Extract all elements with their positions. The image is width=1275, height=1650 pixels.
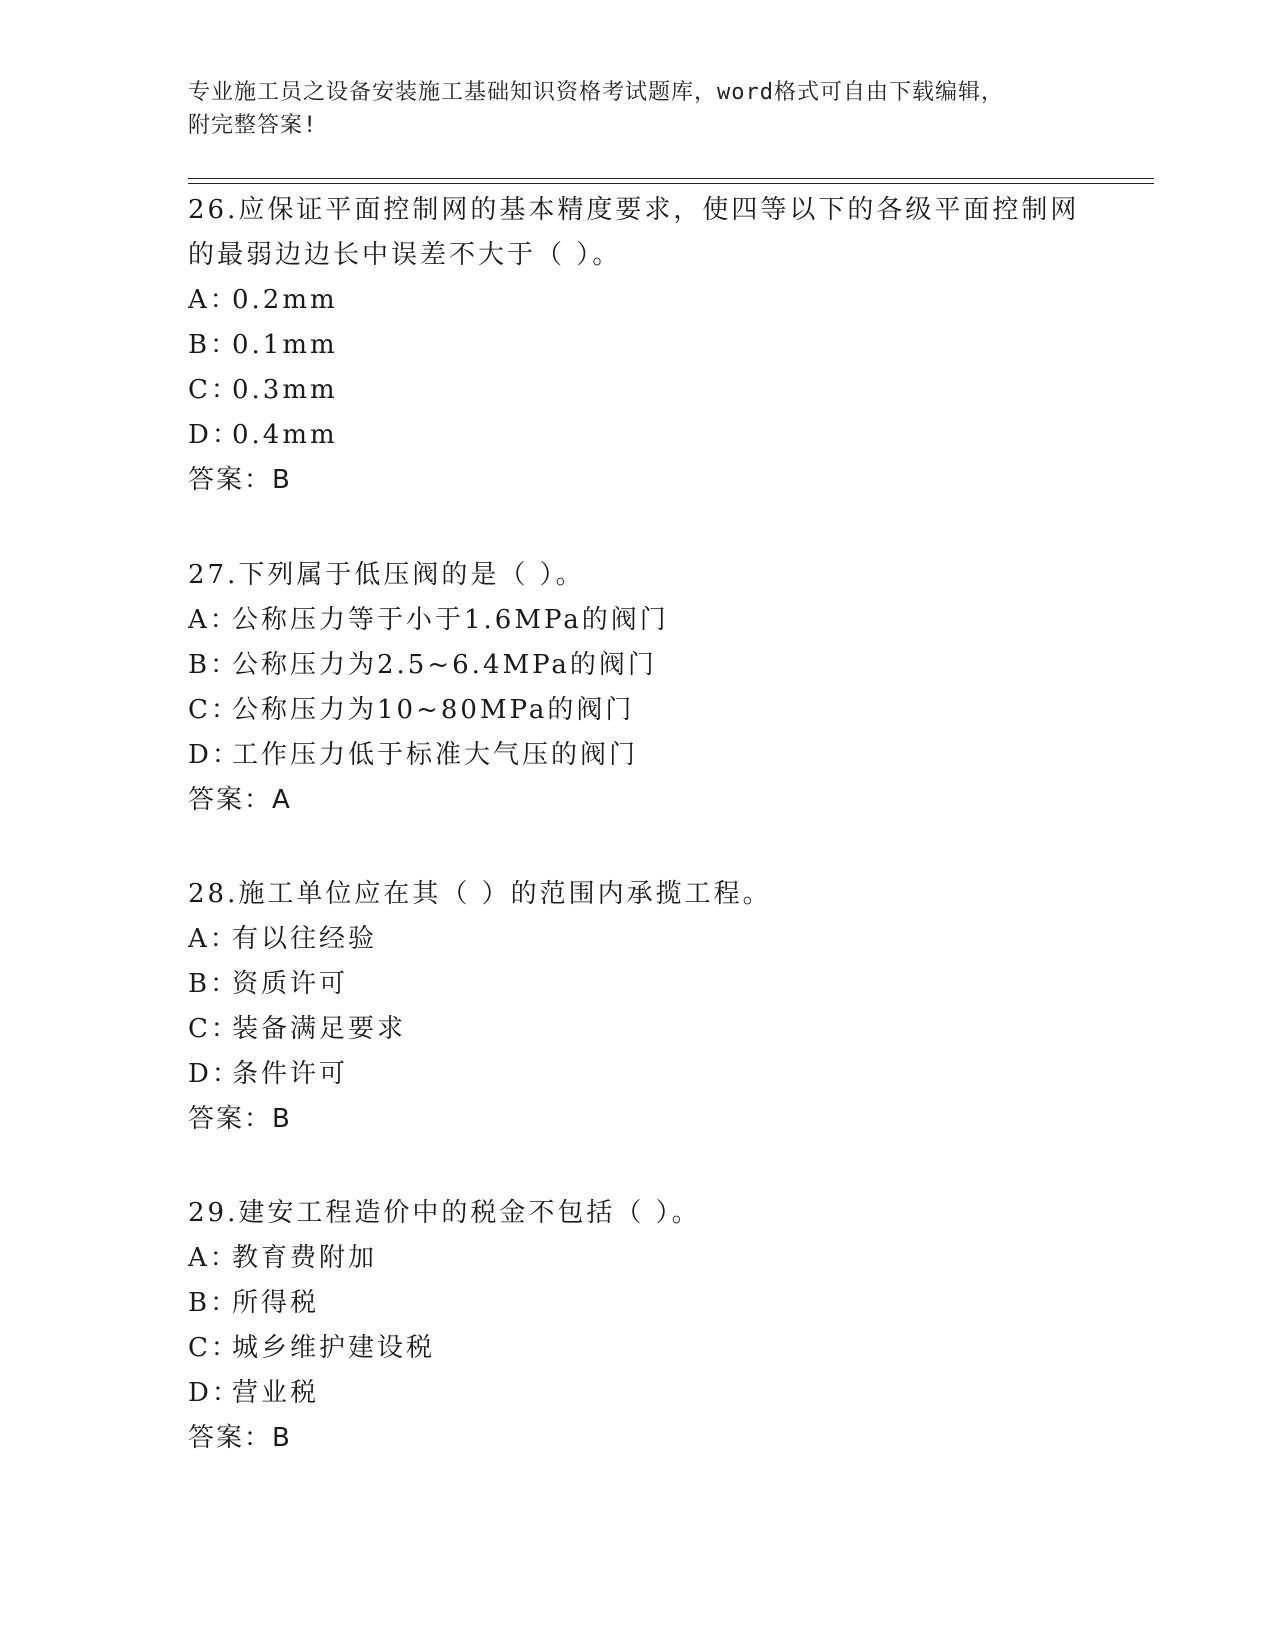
option-d: [188, 413, 1088, 458]
option-text: 所得税: [232, 1288, 320, 1318]
option-text: 装备满足要求: [232, 1014, 407, 1044]
option-c: [188, 1326, 1088, 1371]
option-key: D：: [188, 1378, 241, 1408]
option-b: [188, 643, 1088, 688]
option-text: 0.2mm: [232, 285, 338, 315]
question-29: [188, 1191, 1088, 1461]
option-key: D：: [188, 1059, 241, 1089]
option-text: 0.1mm: [232, 330, 338, 360]
answer-line: 答案：B: [188, 465, 292, 495]
option-key: B：: [188, 1288, 240, 1318]
question-stem: 27.下列属于低压阀的是（ ）。: [188, 560, 585, 590]
option-key: C：: [188, 695, 240, 725]
option-text: 教育费附加: [232, 1243, 378, 1273]
option-key: D：: [188, 740, 241, 770]
option-text: 公称压力等于小于1.6MPa的阀门: [232, 605, 669, 635]
option-key: C：: [188, 1333, 240, 1363]
option-text: 工作压力低于标准大气压的阀门: [232, 740, 639, 770]
option-key: D：: [188, 420, 241, 450]
option-a: [188, 278, 1088, 323]
document-header: [188, 76, 1088, 142]
option-text: 条件许可: [232, 1059, 349, 1089]
option-text: 有以往经验: [232, 924, 378, 954]
header-line-1: 专业施工员之设备安装施工基础知识资格考试题库，word格式可自由下载编辑，: [188, 80, 1004, 105]
option-text: 资质许可: [232, 969, 349, 999]
answer-line: 答案：B: [188, 1423, 292, 1453]
answer-line: 答案：A: [188, 785, 292, 815]
option-key: C：: [188, 1014, 240, 1044]
answer-line: 答案：B: [188, 1104, 292, 1134]
option-c: [188, 1007, 1088, 1052]
option-c: [188, 688, 1088, 733]
question-stem: 28.施工单位应在其（ ）的范围内承揽工程。: [188, 879, 772, 909]
option-key: A：: [188, 285, 239, 315]
option-d: [188, 1371, 1088, 1416]
option-text: 公称压力为10~80MPa的阀门: [232, 695, 635, 725]
option-text: 0.4mm: [232, 420, 338, 450]
question-28: [188, 872, 1088, 1142]
option-a: [188, 598, 1088, 643]
header-line-2: 附完整答案!: [188, 113, 318, 138]
option-text: 公称压力为2.5~6.4MPa的阀门: [232, 650, 657, 680]
option-key: B：: [188, 330, 240, 360]
option-key: A：: [188, 605, 239, 635]
option-a: [188, 917, 1088, 962]
option-a: [188, 1236, 1088, 1281]
question-stem: 29.建安工程造价中的税金不包括（ ）。: [188, 1198, 701, 1228]
question-26: [188, 188, 1088, 503]
header-divider-top: [188, 178, 1154, 179]
option-b: [188, 323, 1088, 368]
option-b: [188, 962, 1088, 1007]
option-key: A：: [188, 1243, 239, 1273]
option-key: B：: [188, 969, 240, 999]
option-c: [188, 368, 1088, 413]
option-b: [188, 1281, 1088, 1326]
question-stem: 26.应保证平面控制网的基本精度要求，使四等以下的各级平面控制网: [188, 195, 1080, 225]
question-stem-continued: 的最弱边边长中误差不大于（ ）。: [188, 240, 622, 270]
option-d: [188, 1052, 1088, 1097]
option-text: 营业税: [232, 1378, 320, 1408]
option-key: B：: [188, 650, 240, 680]
option-text: 0.3mm: [232, 375, 338, 405]
question-27: [188, 553, 1088, 823]
option-key: C：: [188, 375, 240, 405]
option-key: A：: [188, 924, 239, 954]
option-d: [188, 733, 1088, 778]
option-text: 城乡维护建设税: [232, 1333, 436, 1363]
header-divider-bottom: [188, 183, 1154, 184]
